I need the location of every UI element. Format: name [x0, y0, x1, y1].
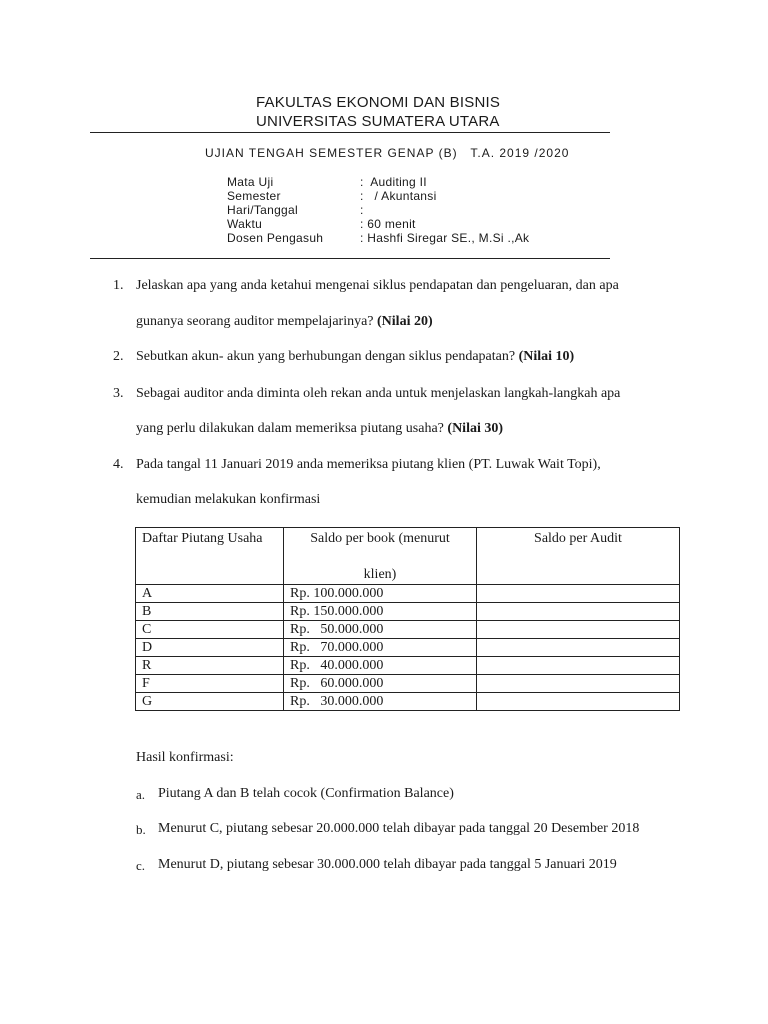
- exam-info-value: :: [360, 203, 364, 217]
- question-text: kemudian melakukan konfirmasi: [136, 492, 321, 507]
- header-book-balance-cont: klien): [363, 567, 397, 582]
- exam-info-value: : 60 menit: [360, 217, 416, 231]
- exam-info-value: : Auditing II: [360, 175, 427, 189]
- confirmation-item: Piutang A dan B telah cocok (Confirmation Balance): [158, 786, 454, 801]
- confirmation-item: Menurut D, piutang sebesar 30.000.000 telah dibayar pada tanggal 5 Januari 2019: [158, 857, 617, 872]
- question-score: (Nilai 30): [447, 421, 504, 436]
- question-text: Pada tangal 11 Januari 2019 anda memeriksa piutang klien (PT. Luwak Wait Topi),: [136, 457, 601, 472]
- table-cell-audit: [477, 657, 680, 675]
- table-cell-audit: [477, 621, 680, 639]
- table-cell-name: G: [136, 693, 284, 711]
- header-receivables-list: Daftar Piutang Usaha: [142, 531, 263, 546]
- table-row: [136, 657, 680, 675]
- question-text: gunanya seorang auditor mempelajarinya?: [136, 314, 374, 329]
- table-cell-audit: [477, 639, 680, 657]
- exam-info-label: Waktu: [227, 217, 263, 231]
- table-row: [136, 639, 680, 657]
- header-divider-bottom: [90, 258, 610, 259]
- table-row: [136, 675, 680, 693]
- table-cell-saldo: Rp. 40.000.000: [284, 657, 477, 675]
- table-header-cell: [284, 528, 477, 585]
- table-cell-saldo: Rp. 50.000.000: [284, 621, 477, 639]
- table-header-row: [136, 528, 680, 585]
- question-score: (Nilai 20): [377, 314, 433, 329]
- table-cell-name: R: [136, 657, 284, 675]
- table-cell-name: D: [136, 639, 284, 657]
- exam-info-label: Hari/Tanggal: [227, 203, 298, 217]
- table-header-cell: [136, 528, 284, 585]
- header-divider-top: [90, 132, 610, 133]
- table-cell-audit: [477, 693, 680, 711]
- question-text: Sebagai auditor anda diminta oleh rekan anda untuk menjelaskan langkah-langkah apa: [136, 386, 621, 401]
- confirmation-label: c.: [136, 858, 146, 873]
- confirmation-label: a.: [136, 787, 146, 802]
- question-text-cont: [136, 349, 574, 365]
- table-cell-saldo: Rp. 60.000.000: [284, 675, 477, 693]
- question-text: Jelaskan apa yang anda ketahui mengenai siklus pendapatan dan pengeluaran, dan apa: [136, 278, 619, 293]
- exam-title: UJIAN TENGAH SEMESTER GENAP (B) T.A. 2019 /2020: [205, 146, 570, 160]
- table-header-cell: [477, 528, 680, 585]
- header-audit-balance: Saldo per Audit: [534, 531, 622, 546]
- table-cell-saldo: Rp. 70.000.000: [284, 639, 477, 657]
- confirmation-label: b.: [136, 822, 146, 837]
- table-cell-audit: [477, 675, 680, 693]
- question-score: (Nilai 10): [518, 349, 575, 364]
- exam-info-label: Mata Uji: [227, 175, 274, 189]
- table-cell-name: C: [136, 621, 284, 639]
- faculty-title: FAKULTAS EKONOMI DAN BISNIS: [256, 94, 501, 111]
- question-number: 2.: [113, 349, 124, 364]
- confirmation-item: Menurut C, piutang sebesar 20.000.000 telah dibayar pada tanggal 20 Desember 2018: [158, 821, 640, 836]
- exam-info-label: Semester: [227, 189, 281, 203]
- question-number: 3.: [113, 386, 124, 401]
- table-cell-name: A: [136, 585, 284, 603]
- question-text: Sebutkan akun- akun yang berhubungan dengan siklus pendapatan?: [136, 349, 516, 364]
- exam-info-value: : Hashfi Siregar SE., M.Si .,Ak: [360, 231, 530, 245]
- university-title: UNIVERSITAS SUMATERA UTARA: [256, 113, 500, 130]
- table-cell-audit: [477, 585, 680, 603]
- table-cell-saldo: Rp. 150.000.000: [284, 603, 477, 621]
- table-row: [136, 621, 680, 639]
- confirmation-title: Hasil konfirmasi:: [136, 750, 234, 765]
- receivables-table: [135, 527, 680, 711]
- table-row: [136, 693, 680, 711]
- table-cell-audit: [477, 603, 680, 621]
- question-text: yang perlu dilakukan dalam memeriksa piutang usaha?: [136, 421, 444, 436]
- header-book-balance: Saldo per book (menurut: [310, 531, 450, 546]
- question-text-cont: [136, 314, 433, 330]
- table-cell-saldo: Rp. 100.000.000: [284, 585, 477, 603]
- table-cell-name: B: [136, 603, 284, 621]
- question-text-cont: [136, 421, 503, 437]
- question-number: 4.: [113, 457, 124, 472]
- table-row: [136, 585, 680, 603]
- question-number: 1.: [113, 278, 124, 293]
- exam-info-value: : / Akuntansi: [360, 189, 437, 203]
- table-cell-name: F: [136, 675, 284, 693]
- exam-info-label: Dosen Pengasuh: [227, 231, 324, 245]
- table-cell-saldo: Rp. 30.000.000: [284, 693, 477, 711]
- table-row: [136, 603, 680, 621]
